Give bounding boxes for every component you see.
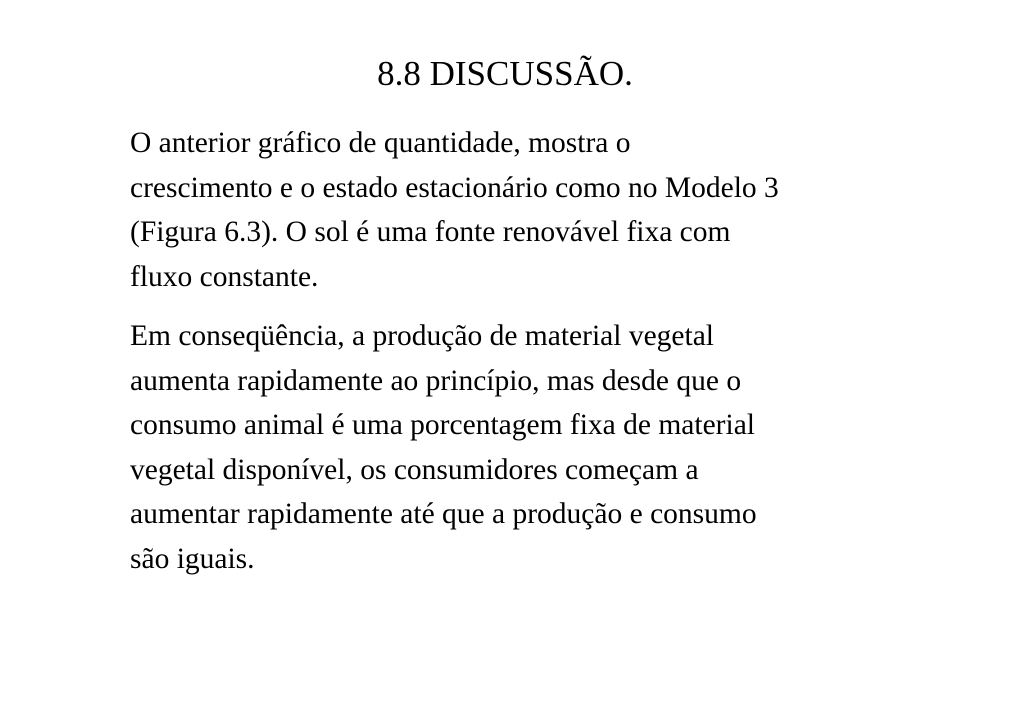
text-line: consumo animal é uma porcentagem fixa de material (130, 409, 755, 441)
slide-body (130, 121, 950, 581)
text-line: aumenta rapidamente ao princípio, mas desde que o (130, 364, 742, 397)
text-line: (Figura 6.3). O sol é uma fonte renovável fixa com (130, 216, 731, 248)
paragraph-1 (130, 121, 950, 299)
text-line: fluxo constante. (130, 260, 319, 293)
paragraph-spacer (130, 299, 950, 314)
text-line: Em conseqüência, a produção de material vegetal (130, 320, 714, 352)
text-line: O anterior gráfico de quantidade, mostra o (130, 127, 631, 159)
text-line: são iguais. (130, 542, 255, 575)
slide-title: 8.8 DISCUSSÃO. (377, 54, 633, 93)
text-line: crescimento e o estado estacionário como no Modelo 3 (130, 171, 779, 204)
text-line: vegetal disponível, os consumidores começam a (130, 453, 699, 486)
paragraph-2 (130, 314, 950, 581)
text-line: aumentar rapidamente até que a produção e consumo (130, 498, 757, 530)
